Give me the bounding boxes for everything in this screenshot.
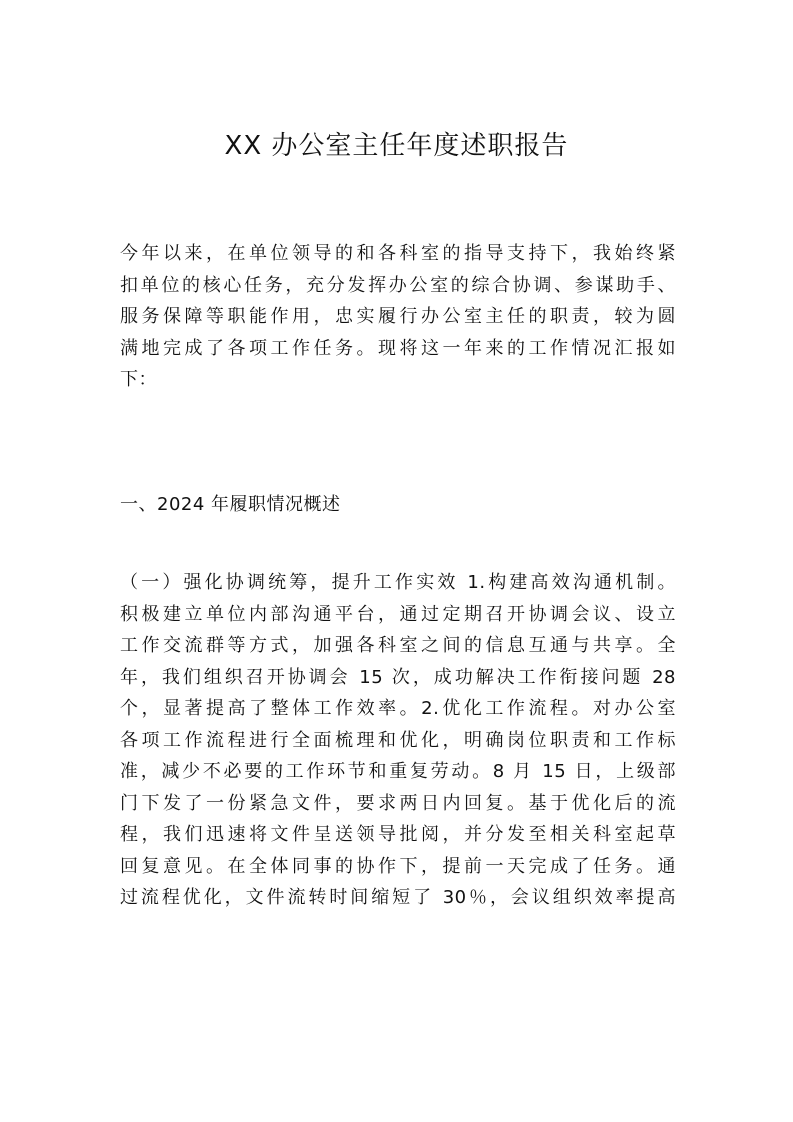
text-line: 各项工作流程进行全面梳理和优化，明确岗位职责和工作标 xyxy=(120,729,676,751)
text-line: 个，显著提高了整体工作效率。2.优化工作流程。对办公室 xyxy=(120,698,676,719)
text-line: 门下发了一份紧急文件，要求两日内回复。基于优化后的流 xyxy=(120,792,676,814)
text-line: 工作交流群等方式，加强各科室之间的信息互通与共享。全 xyxy=(120,635,676,656)
text-line: 程，我们迅速将文件呈送领导批阅，并分发至相关科室起草 xyxy=(120,824,676,845)
text-line: 今年以来，在单位领导的和各科室的指导支持下，我始终紧 xyxy=(120,243,676,264)
section-heading xyxy=(120,489,676,521)
text-line: 年，我们组织召开协调会 15 次，成功解决工作衔接问题 28 xyxy=(120,666,676,688)
text-line: 扣单位的核心任务，充分发挥办公室的综合协调、参谋助手、 xyxy=(120,274,676,296)
intro-paragraph xyxy=(120,238,676,396)
text-line: 积极建立单位内部沟通平台，通过定期召开协调会议、设立 xyxy=(120,603,676,625)
text-line: 满地完成了各项工作任务。现将这一年来的工作情况汇报如 xyxy=(120,337,676,359)
section-paragraph xyxy=(120,567,676,914)
document-title: XX 办公室主任年度述职报告 xyxy=(224,131,569,161)
text-line: （一）强化协调统筹，提升工作实效 1.构建高效沟通机制。 xyxy=(120,572,676,593)
text-line: 过流程优化，文件流转时间缩短了 30％，会议组织效率提高 xyxy=(120,887,676,908)
section-heading-text: 一、2024 年履职情况概述 xyxy=(120,494,341,515)
text-line: 回复意见。在全体同事的协作下，提前一天完成了任务。通 xyxy=(120,855,676,877)
text-line: 下： xyxy=(120,369,157,390)
text-line: 准，减少不必要的工作环节和重复劳动。8 月 15 日，上级部 xyxy=(120,761,676,782)
text-line: 服务保障等职能作用，忠实履行办公室主任的职责，较为圆 xyxy=(120,306,676,327)
